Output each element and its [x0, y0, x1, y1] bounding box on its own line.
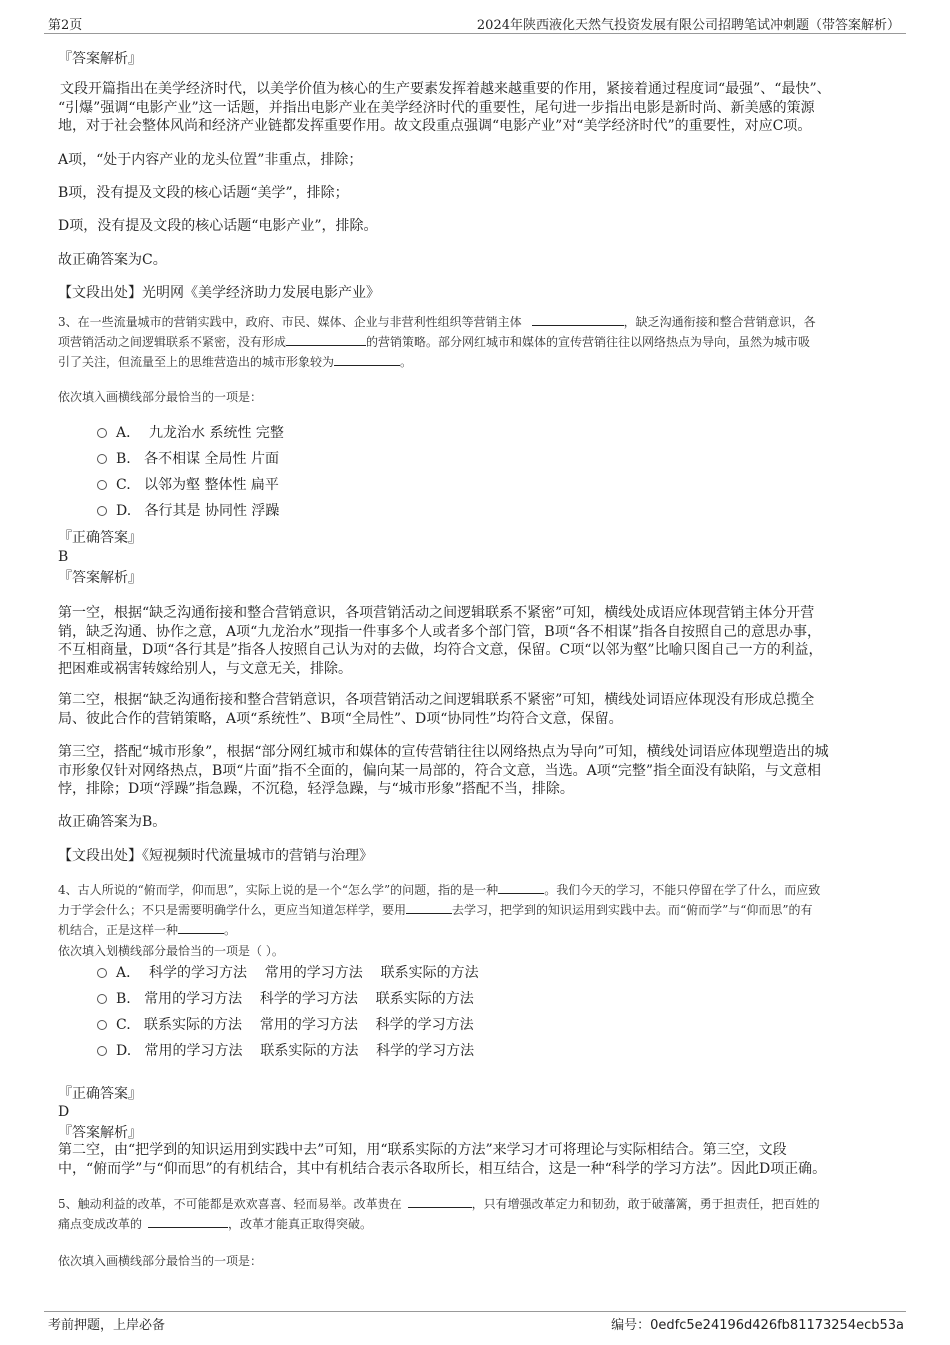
q2-analysis-line: “引爆”强调“电影产业”这一话题，并指出电影产业在美学经济时代的重要性，尾句进一步指出电影是新时尚、新美感的策源 [58, 99, 815, 116]
q3-conclusion: 故正确答案为B。 [58, 814, 167, 830]
q4-analysis-label: 『答案解析』 [58, 1125, 142, 1141]
footer-slogan: 考前押题，上岸必备 [48, 1318, 166, 1333]
q3-option-d[interactable]: D. 各行其是 协同性 浮躁 [97, 502, 279, 521]
q4-option-d[interactable]: D. 常用的学习方法 联系实际的方法 科学的学习方法 [97, 1042, 474, 1061]
header-divider [44, 33, 906, 34]
q4-option-c[interactable]: C. 联系实际的方法 常用的学习方法 科学的学习方法 [97, 1016, 474, 1035]
q3-stem: 3、在一些流量城市的营销实践中，政府、市民、媒体、企业与非营利性组织等营销主体 ，缺乏沟通衔接和整合营销意识，各 项营销活动之间逻辑联系不紧密，没有形成 的营销策略。部分网红城市和媒体的宣传营销往往以网络热点为导向，虽然为城市吸 引了关注，但流量至上的思维营造出的城市形象较为 。 [58, 315, 816, 369]
q3-option-a[interactable]: A． 九龙治水 系统性 完整 [97, 424, 284, 443]
blank-line [408, 1195, 472, 1208]
q4-stem: 4、古人所说的“俯而学，仰而思”，实际上说的是一个“怎么学”的问题，指的是一种 。我们今天的学习，不能只停留在学了什么，而应致 力于学会什么；不只是需要明确学什么，更应当知道怎样学，要用 去学习，把学到的知识运用到实践中去。而“俯而学”与“仰而思”的有 机结合，正是这样一种 。 [58, 883, 821, 937]
q2-option-d-note: D项，没有提及文段的核心话题“电影产业”，排除。 [58, 218, 378, 234]
radio-button[interactable] [97, 480, 107, 490]
radio-button[interactable] [97, 1020, 107, 1030]
blank-line [406, 901, 452, 914]
q3-analysis-p3: 第三空，搭配“城市形象”，根据“部分网红城市和媒体的宣传营销往往以网络热点为导向”可知，横线处词语应体现塑造出的城 市形象仅针对网络热点，B项“片面”指不全面的，偏向某一局部的，符合文意，当选。A项“完整”指全面没有缺陷，与文意相 悖，排除；D项“浮躁”指急躁，不沉稳，轻浮急躁，与“城市形象”搭配不当，排除。 [58, 744, 829, 797]
blank-line [532, 313, 624, 326]
q4-prompt: 依次填入划横线部分最恰当的一项是（ ）。 [58, 944, 284, 958]
q2-analysis-line: 文段开篇指出在美学经济时代，以美学价值为核心的生产要素发挥着越来越重要的作用，紧接着通过程度词“最强”、“最快”、 [60, 81, 831, 97]
q3-option-c[interactable]: C. 以邻为壑 整体性 扁平 [97, 476, 279, 495]
q4-option-a[interactable]: A． 科学的学习方法 常用的学习方法 联系实际的方法 [97, 964, 479, 983]
radio-button[interactable] [97, 1046, 107, 1056]
q3-analysis-label: 『答案解析』 [58, 570, 142, 586]
q2-source: 【文段出处】光明网《美学经济助力发展电影产业》 [58, 285, 380, 301]
q3-analysis-p1: 第一空，根据“缺乏沟通衔接和整合营销意识，各项营销活动之间逻辑联系不紧密”可知，横线处成语应体现营销主体分开营 销，缺乏沟通、协作之意，A项“九龙治水”现指一件事多个人或者多个部门管，B项“各不相谋”指各自按照自己的意思办事， 不互相商量，D项“各行其是”指各人按照自己认为对的去做，均符合文意，保留。C项“以邻为壑”比喻只图自己一方的利益， 把困难或祸害转嫁给别人，与文意无关，排除。 [58, 605, 823, 677]
q3-answer: B [58, 549, 69, 565]
footer-divider [44, 1311, 906, 1312]
q2-conclusion: 故正确答案为C。 [58, 252, 167, 268]
q4-analysis: 第二空，由“把学到的知识运用到实践中去”可知，用“联系实际的方法”来学习才可将理论与实际相结合。第三空，文段 中，“俯而学”与“仰而思”的有机结合，其中有机结合表示各取所长，相互结合，这是一种“科学的学习方法”。因此D项正确。 [58, 1142, 827, 1177]
footer-code: 编号：0edfc5e24196d426fb81173254ecb53a [611, 1318, 904, 1333]
blank-line [178, 921, 224, 934]
q4-answer: D [58, 1104, 70, 1120]
q2-analysis [58, 80, 898, 136]
q2-option-b-note: B项，没有提及文段的核心话题“美学”，排除； [58, 185, 349, 201]
radio-button[interactable] [97, 428, 107, 438]
blank-line [498, 881, 544, 894]
q2-analysis-line: 地，对于社会整体风尚和经济产业链都发挥重要作用。故文段重点强调“电影产业”对“美学经济时代”的重要性，对应C项。 [58, 118, 812, 134]
q4-option-b[interactable]: B. 常用的学习方法 科学的学习方法 联系实际的方法 [97, 990, 474, 1009]
radio-button[interactable] [97, 454, 107, 464]
q3-answer-label: 『正确答案』 [58, 530, 142, 546]
q3-analysis-p2: 第二空，根据“缺乏沟通衔接和整合营销意识，各项营销活动之间逻辑联系不紧密”可知，横线处词语应体现没有形成总揽全 局、彼此合作的营销策略，A项“系统性”、B项“全局性”、D项“协同性”均符合文意，保留。 [58, 692, 815, 727]
q5-stem: 5、触动利益的改革，不可能都是欢欢喜喜、轻而易举。改革贵在 ，只有增强改革定力和韧劲，敢于破藩篱，勇于担责任，把百姓的 痛点变成改革的 ，改革才能真正取得突破。 [58, 1197, 820, 1231]
blank-line [148, 1215, 228, 1228]
blank-line [286, 333, 366, 346]
radio-button[interactable] [97, 994, 107, 1004]
page-number: 第2页 [48, 18, 83, 33]
q5-prompt: 依次填入画横线部分最恰当的一项是： [58, 1254, 263, 1268]
blank-line [334, 353, 400, 366]
q3-prompt: 依次填入画横线部分最恰当的一项是： [58, 390, 263, 404]
q4-answer-label: 『正确答案』 [58, 1086, 142, 1102]
q2-option-a-note: A项，“处于内容产业的龙头位置”非重点，排除； [58, 152, 363, 168]
radio-button[interactable] [97, 506, 107, 516]
radio-button[interactable] [97, 968, 107, 978]
q3-option-b[interactable]: B. 各不相谋 全局性 片面 [97, 450, 279, 469]
document-title: 2024年陕西液化天然气投资发展有限公司招聘笔试冲刺题（带答案解析） [476, 18, 900, 33]
q2-analysis-label: 『答案解析』 [58, 51, 142, 67]
q3-source: 【文段出处】《短视频时代流量城市的营销与治理》 [58, 848, 373, 864]
